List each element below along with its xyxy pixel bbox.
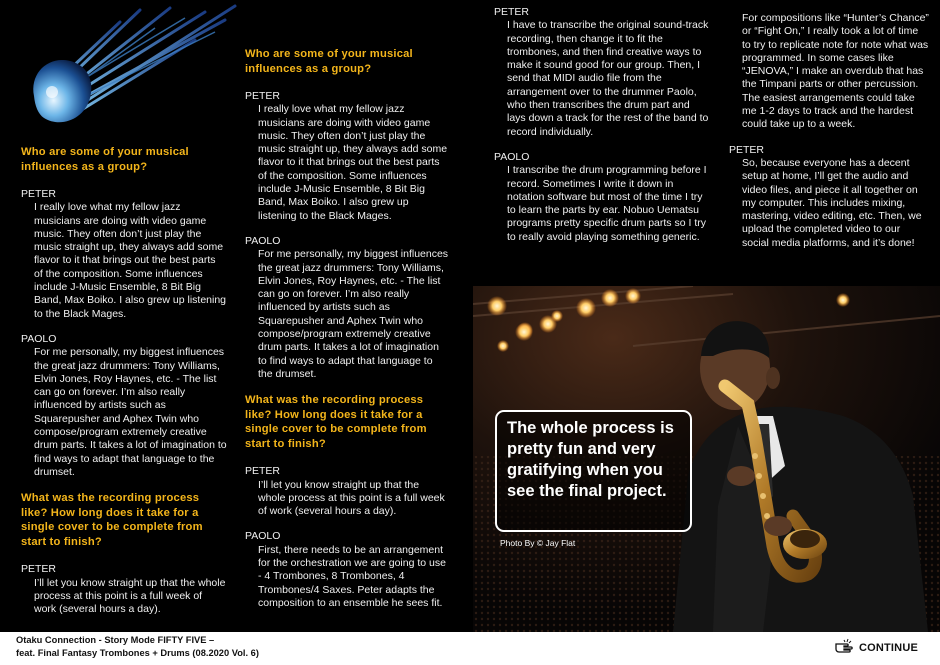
article-column-4 bbox=[729, 12, 929, 262]
answer-text: I really love what my fellow jazz musicians are doing with video game music. They often don’t just play the music straight up, they always add some flavor to it that brings out the best parts of the composition. Some influences include J-Music Ensemble, 8 Bit Big Band, Max Boiko. I also grew up listening to the Black Mages. bbox=[34, 201, 227, 320]
answer-text: I transcribe the drum programming before I record. Sometimes I write it down in notation software but most of the time I try to learn the parts by ear. Nobuo Uematsu programs pretty specific drum parts so I try to really avoid playing something generic. bbox=[507, 164, 707, 243]
question-heading: What was the recording process like? How long does it take for a single cover to be complete from start to finish? bbox=[21, 492, 203, 548]
speaker-name: PAOLO bbox=[21, 332, 57, 345]
question-heading: Who are some of your musical influences as a group? bbox=[21, 146, 189, 173]
answer-text: I have to transcribe the original sound-track recording, then change it to fit the trombones, and then find creative ways to make it sound good for our group. Then, I send that MIDI audio file from the arrangement over to the drummer Paolo, who then transcribes the drum part and lays down a track for the rest of the band to record individually. bbox=[507, 19, 709, 138]
speaker-name: PETER bbox=[245, 90, 281, 102]
pull-quote: The whole process is pretty fun and very gratifying when you see the final project. bbox=[507, 419, 674, 500]
speaker-name: PETER bbox=[245, 465, 281, 478]
speaker-name: PETER bbox=[729, 143, 765, 156]
article-column-2 bbox=[245, 47, 449, 622]
speaker-name: PAOLO bbox=[494, 150, 530, 163]
pull-quote-box bbox=[495, 410, 692, 532]
continue-label: CONTINUE bbox=[858, 642, 918, 654]
answer-text: For me personally, my biggest influences the great jazz drummers: Tony Williams, Elvin Jones, Roy Haynes, etc. - The list can go on forever. I’m also really influenced by artists such as Squarepusher and Aphex Twin who compose/program extremely creative drum parts. It takes a lot of imagination to find ways to adapt that language to the drumset. bbox=[34, 346, 227, 478]
speaker-name: PETER bbox=[494, 6, 530, 18]
continue-button[interactable] bbox=[834, 637, 918, 659]
question-heading: Who are some of your musical influences as a group? bbox=[245, 48, 413, 75]
speaker-name: PAOLO bbox=[245, 234, 281, 247]
question-heading: What was the recording process like? How long does it take for a single cover to be complete from start to finish? bbox=[245, 394, 427, 450]
photo-credit: Photo By © Jay Flat bbox=[500, 538, 576, 548]
speaker-name: PETER bbox=[21, 188, 57, 200]
meteor-comet-logo bbox=[20, 0, 240, 140]
footer-subtitle: feat. Final Fantasy Trombones + Drums (08.2020 Vol. 6) bbox=[16, 648, 259, 658]
answer-text: I’ll let you know straight up that the whole process at this point is a full week of work (several hours a day). bbox=[34, 576, 226, 616]
answer-text: For compositions like “Hunter’s Chance” or “Fight On,” I really took a lot of time to try to replicate note for note what was programmed. In some cases like “JENOVA,” I make an overdub that has the Timpani parts or other percussion. The easiest arrangements could take me 1-2 days to track and the hardest could take up to a week. bbox=[742, 12, 929, 131]
hand-pointer-icon bbox=[834, 637, 856, 660]
speaker-name: PAOLO bbox=[245, 530, 281, 543]
article-column-1 bbox=[21, 145, 227, 628]
speaker-name: PETER bbox=[21, 563, 57, 576]
answer-text: First, there needs to be an arrangement for the orchestration we are going to use - 4 Trombones, 8 Trombones, 4 Trombones/4 Saxes. Peter adapts the composition to an ensemble he sees fit. bbox=[258, 543, 446, 609]
page-footer bbox=[0, 632, 940, 665]
article-column-3 bbox=[494, 6, 709, 256]
answer-text: So, because everyone has a decent setup at home, I’ll get the audio and video files, and piece it all together on my computer. This includes mixing, mastering, video editing, etc. Then, we upload the completed video to our social media platforms, and it’s done! bbox=[742, 156, 922, 249]
footer-title: Otaku Connection - Story Mode FIFTY FIVE – bbox=[16, 635, 215, 645]
answer-text: For me personally, my biggest influences the great jazz drummers: Tony Williams, Elvin Jones, Roy Haynes, etc. - The list can go on forever. I’m also really influenced by artists such as Squarepusher and Aphex Twin who compose/program extremely creative drum parts. It takes a lot of imagination to find ways to adapt that language to the drumset. bbox=[258, 248, 449, 380]
answer-text: I’ll let you know straight up that the whole process at this point is a full week of work (several hours a day). bbox=[258, 478, 445, 518]
answer-text: I really love what my fellow jazz musicians are doing with video game music. They often don’t just play the music straight up, they always add some flavor to it that brings out the best parts of the composition. Some influences include J-Music Ensemble, 8 Bit Big Band, Max Boiko. I also grew up listening to the Black Mages. bbox=[258, 103, 448, 222]
